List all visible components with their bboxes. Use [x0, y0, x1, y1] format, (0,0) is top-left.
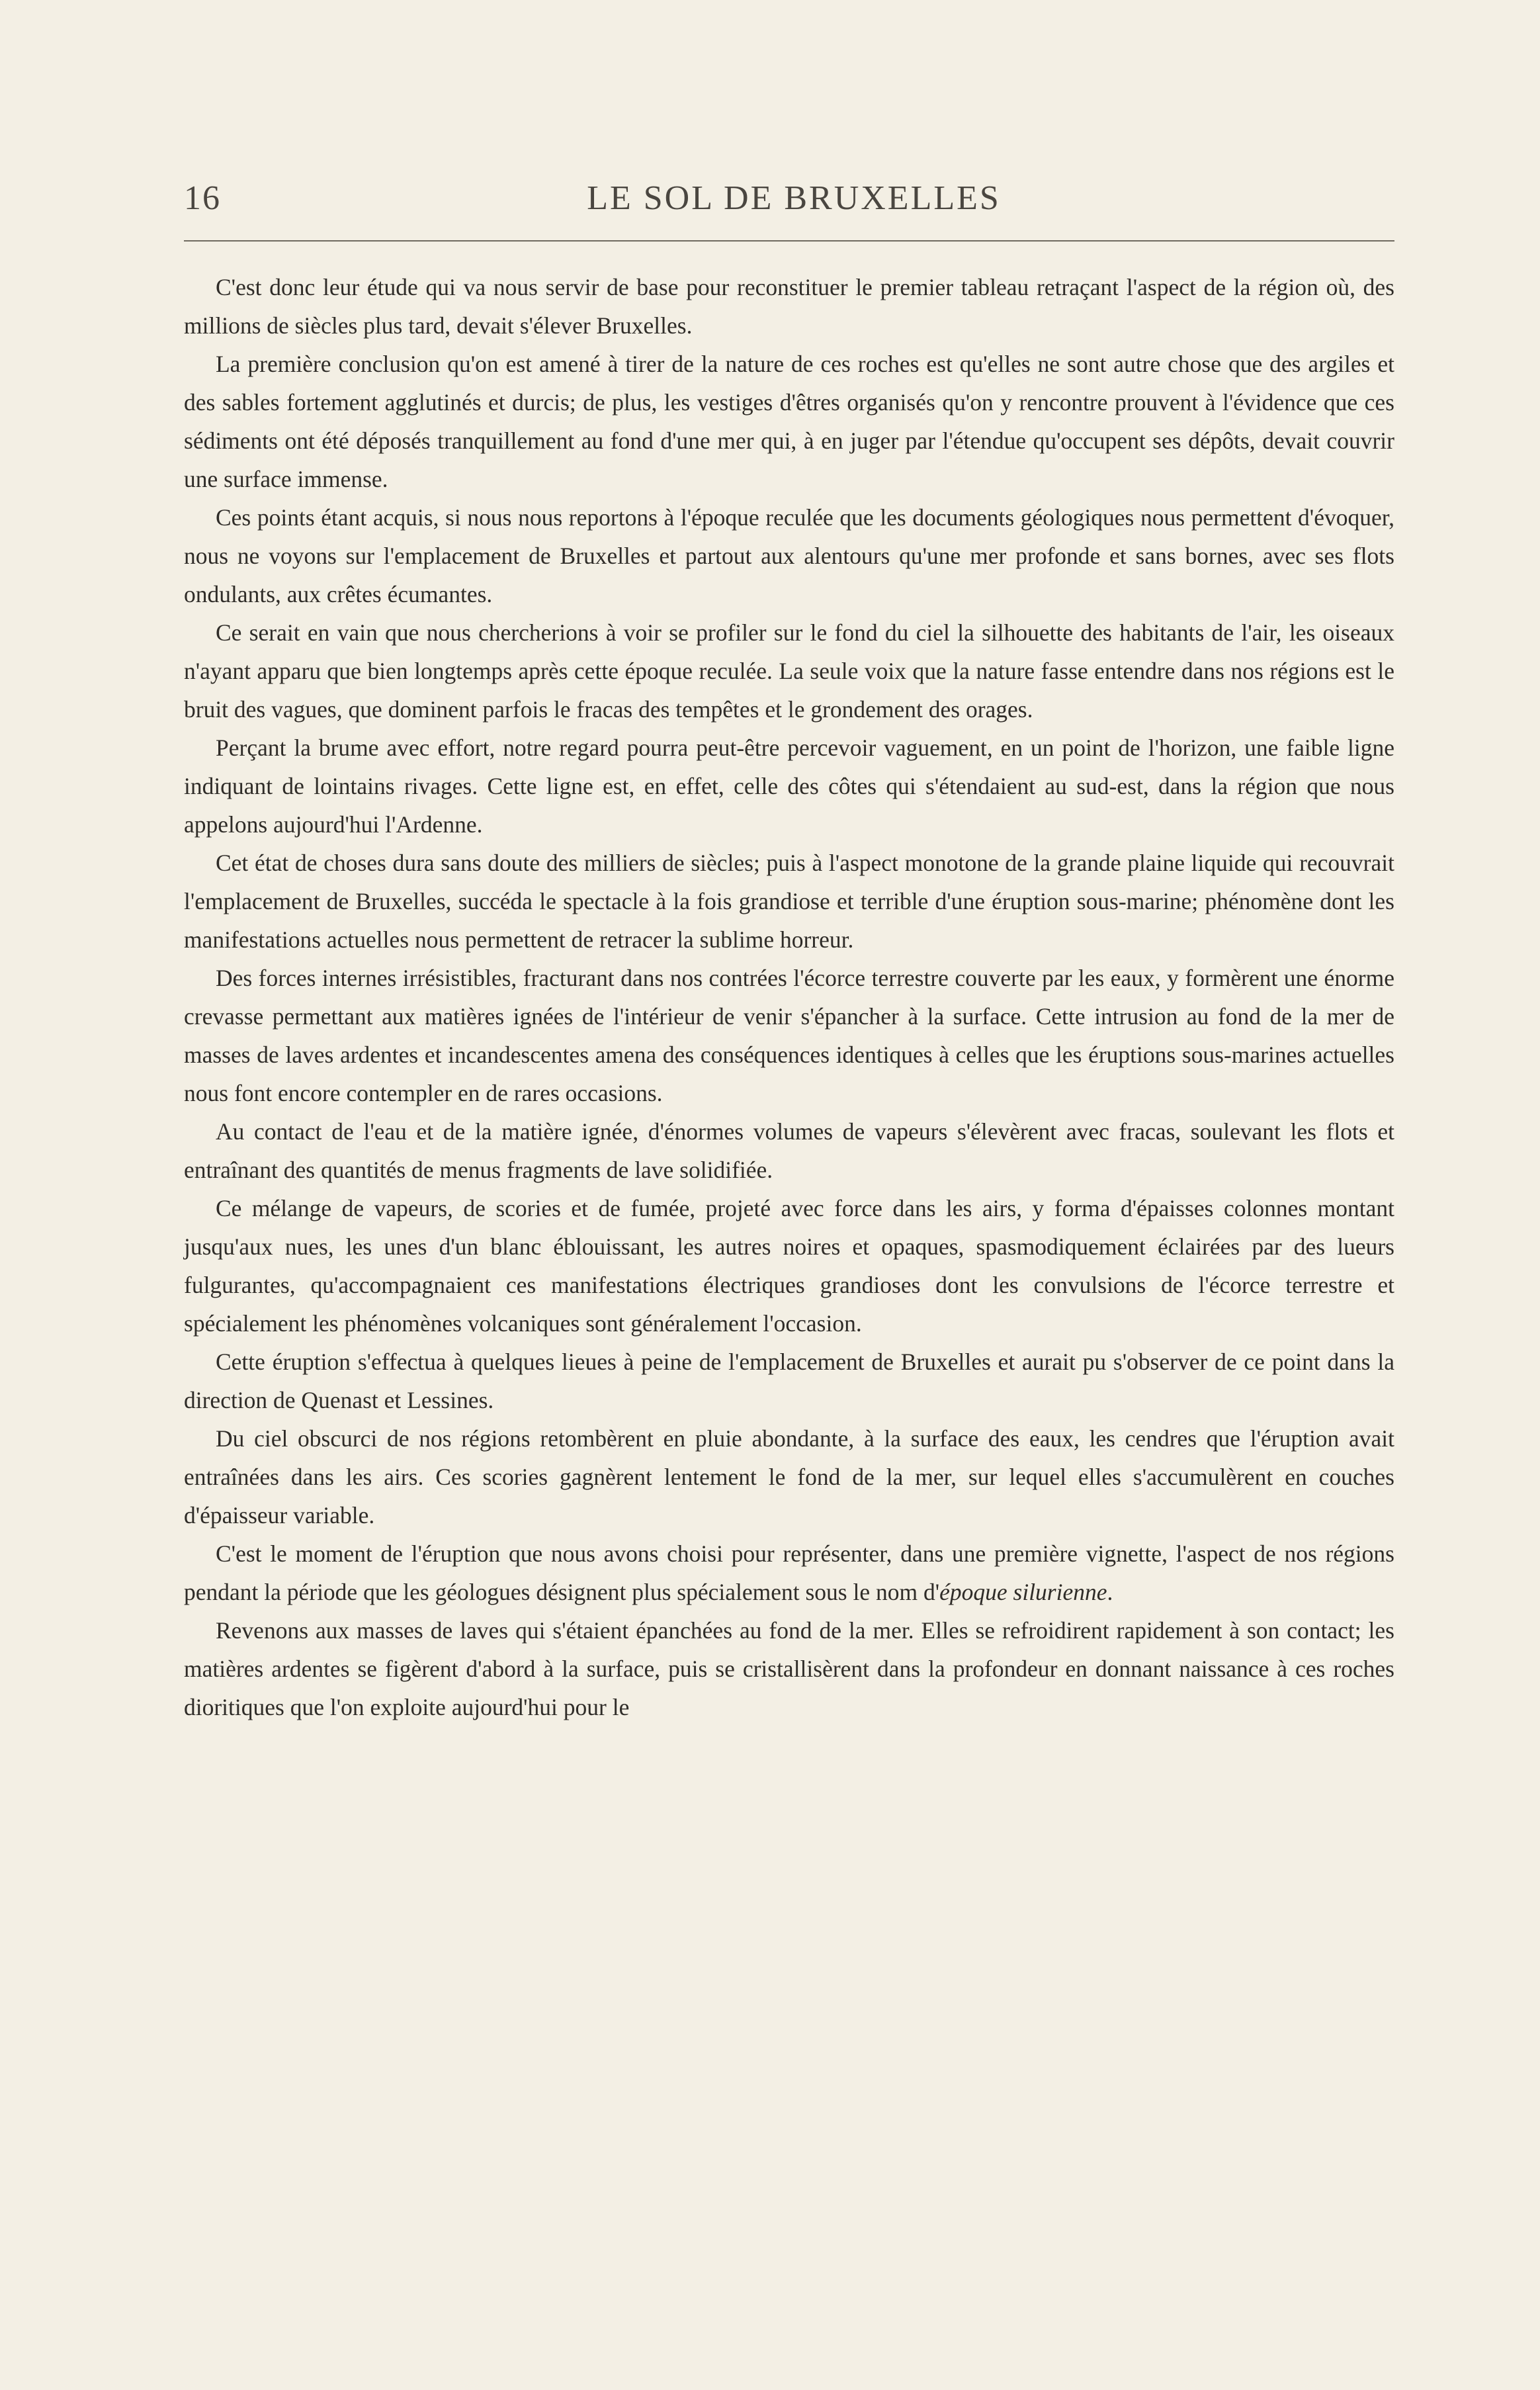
paragraph: Cet état de choses dura sans doute des milliers de siècles; puis à l'aspect monotone de la grande plaine liquide qui recouvrait l'emplacement de Bruxelles, succéda le spectacle à la fois grandiose et terrible d'une éruption sous-marine; phénomène dont les manifestations actuelles nous permettent de retracer la sublime horreur. [184, 850, 1394, 953]
paragraph: Revenons aux masses de laves qui s'étaient épanchées au fond de la mer. Elles se refroidirent rapidement à son contact; les matières ardentes se figèrent d'abord à la surface, puis se cristallisèrent dans la profondeur en donnant naissance à ces roches dioritiques que l'on exploite aujourd'hui pour le [184, 1617, 1394, 1720]
header-rule [184, 240, 1394, 242]
paragraph: Ce mélange de vapeurs, de scories et de fumée, projeté avec force dans les airs, y forma d'épaisses colonnes montant jusqu'aux nues, les unes d'un blanc éblouissant, les autres noires et opaques, spasmodiquement éclairées par des lueurs fulgurantes, qu'accompagnaient ces manifestations électriques grandioses dont les convulsions de l'écorce terrestre et spécialement les phénomènes volcaniques sont généralement l'occasion. [184, 1195, 1394, 1337]
body-text [184, 268, 1394, 1726]
paragraph: Des forces internes irrésistibles, fracturant dans nos contrées l'écorce terrestre couverte par les eaux, y formèrent une énorme crevasse permettant aux matières ignées de l'intérieur de venir s'épancher à la surface. Cette intrusion au fond de la mer de masses de laves ardentes et incandescentes amena des conséquences identiques à celles que les éruptions sous-marines actuelles nous font encore contempler en de rares occasions. [184, 965, 1394, 1106]
paragraph: La première conclusion qu'on est amené à tirer de la nature de ces roches est qu'elles ne sont autre chose que des argiles et des sables fortement agglutinés et durcis; de plus, les vestiges d'êtres organisés qu'on y rencontre prouvent à l'évidence que ces sédiments ont été déposés tranquillement au fond d'une mer qui, à en juger par l'étendue qu'occupent ses dépôts, devait couvrir une surface immense. [184, 351, 1394, 492]
paragraph-text: C'est le moment de l'éruption que nous avons choisi pour représenter, dans une première vignette, l'aspect de nos régions pendant la période que les géologues désignent plus spécialement sous le nom d' [184, 1540, 1394, 1605]
paragraph-silurian [184, 1534, 1394, 1611]
running-title: LE SOL DE BRUXELLES [587, 179, 1001, 217]
paragraph: Ces points étant acquis, si nous nous reportons à l'époque reculée que les documents géologiques nous permettent d'évoquer, nous ne voyons sur l'emplacement de Bruxelles et partout aux alentours qu'une mer profonde et sans bornes, avec ses flots ondulants, aux crêtes écumantes. [184, 504, 1394, 607]
paragraph: Perçant la brume avec effort, notre regard pourra peut-être percevoir vaguement, en un point de l'horizon, une faible ligne indiquant de lointains rivages. Cette ligne est, en effet, celle des côtes qui s'étendaient au sud-est, dans la région que nous appelons aujourd'hui l'Ardenne. [184, 734, 1394, 838]
paragraph: Du ciel obscurci de nos régions retombèrent en pluie abondante, à la surface des eaux, les cendres que l'éruption avait entraînées dans les airs. Ces scories gagnèrent lentement le fond de la mer, sur lequel elles s'accumulèrent en couches d'épaisseur variable. [184, 1425, 1394, 1528]
paragraph-end: . [1107, 1579, 1113, 1605]
italic-term: époque silurienne [939, 1579, 1107, 1605]
paragraph: Cette éruption s'effectua à quelques lieues à peine de l'emplacement de Bruxelles et aurait pu s'observer de ce point dans la direction de Quenast et Lessines. [184, 1349, 1394, 1413]
paragraph: Au contact de l'eau et de la matière ignée, d'énormes volumes de vapeurs s'élevèrent avec fracas, soulevant les flots et entraînant des quantités de menus fragments de lave solidifiée. [184, 1118, 1394, 1183]
page-number: 16 [184, 179, 221, 217]
paragraph: Ce serait en vain que nous chercherions à voir se profiler sur le fond du ciel la silhouette des habitants de l'air, les oiseaux n'ayant apparu que bien longtemps après cette époque reculée. La seule voix que la nature fasse entendre dans nos régions est le bruit des vagues, que dominent parfois le fracas des tempêtes et le grondement des orages. [184, 619, 1394, 723]
paragraph: C'est donc leur étude qui va nous servir de base pour reconstituer le premier tableau retraçant l'aspect de la région où, des millions de siècles plus tard, devait s'élever Bruxelles. [184, 274, 1394, 339]
